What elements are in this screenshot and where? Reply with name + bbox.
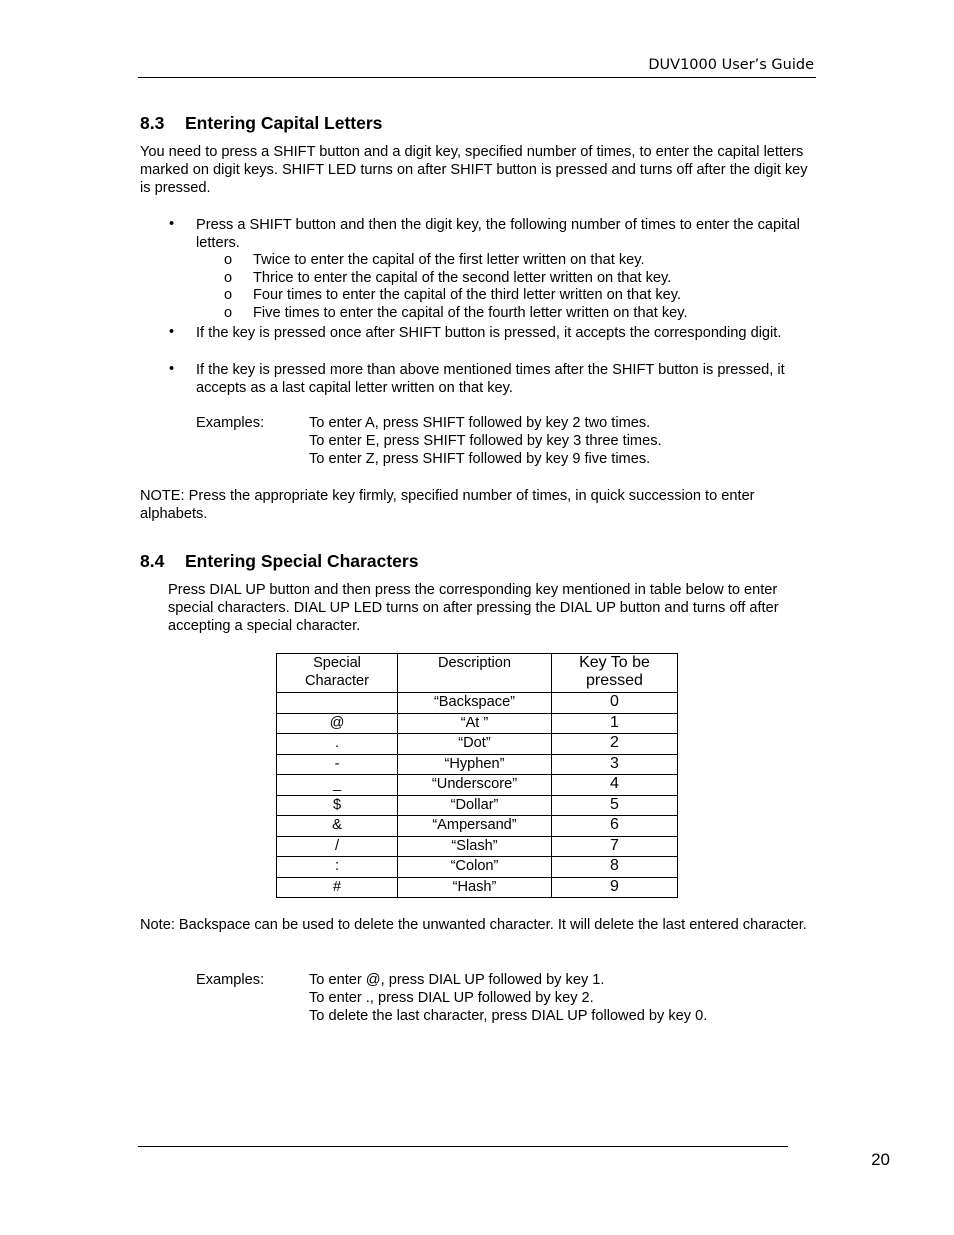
cell-char: -: [277, 754, 398, 775]
sub-bullet-marker: o: [224, 270, 233, 286]
cell-key: 6: [552, 816, 678, 837]
bullet-marker: •: [169, 216, 175, 232]
sub-item: Thrice to enter the capital of the second letter written on that key.: [253, 270, 672, 286]
example-line: To enter E, press SHIFT followed by key 3 three times.: [309, 433, 662, 449]
examples-label: Examples:: [196, 415, 265, 431]
cell-key: 4: [552, 775, 678, 796]
section-heading-8-4: [140, 551, 418, 572]
header-rule: [138, 77, 816, 78]
note-8-4: Note: Backspace can be used to delete the unwanted character. It will delete the last entered character.: [140, 917, 807, 933]
table-row: [277, 734, 678, 755]
bullet-item: If the key is pressed once after SHIFT button is pressed, it accepts the corresponding digit.: [196, 325, 782, 341]
running-header-title: DUV1000 User’s Guide: [648, 57, 814, 73]
section-heading-8-3: [140, 113, 382, 134]
sub-bullet-marker: o: [224, 305, 233, 321]
page-number: 20: [871, 1150, 890, 1169]
table-header-row: [277, 654, 678, 693]
cell-char: .: [277, 734, 398, 755]
cell-desc: “Backspace”: [398, 693, 552, 714]
cell-char: @: [277, 713, 398, 734]
bullet-marker: •: [169, 361, 175, 377]
sub-bullet-marker: o: [224, 287, 233, 303]
cell-char: [277, 693, 398, 714]
header-text: Special: [313, 655, 361, 671]
table-row: [277, 836, 678, 857]
bullet-item: If the key is pressed more than above mentioned times after the SHIFT button is pressed, it accepts as a last capital letter written on that key.: [196, 362, 785, 396]
examples-label: Examples:: [196, 972, 265, 988]
sub-item: Four times to enter the capital of the third letter written on that key.: [253, 287, 682, 303]
table-row: [277, 857, 678, 878]
sub-item: Five times to enter the capital of the fourth letter written on that key.: [253, 305, 688, 321]
header-description: Description: [398, 654, 552, 693]
section-title: Entering Special Characters: [185, 551, 419, 571]
cell-key: 1: [552, 713, 678, 734]
bullet-marker: •: [169, 324, 175, 340]
cell-key: 2: [552, 734, 678, 755]
cell-char: $: [277, 795, 398, 816]
example-line: To delete the last character, press DIAL UP followed by key 0.: [309, 1008, 708, 1024]
cell-key: 8: [552, 857, 678, 878]
example-line: To enter ., press DIAL UP followed by key 2.: [309, 990, 594, 1006]
header-text: Key To be: [579, 654, 650, 671]
bullet-item: Press a SHIFT button and then the digit key, the following number of times to enter the capital letters.: [196, 217, 800, 251]
cell-char: #: [277, 877, 398, 898]
example-line: To enter @, press DIAL UP followed by key 1.: [309, 972, 605, 988]
section-intro-8-4: Press DIAL UP button and then press the corresponding key mentioned in table below to enter special characters. DIAL UP LED turns on after pressing the DIAL UP button and turns off after accepting a special character.: [168, 582, 779, 634]
sub-item: Twice to enter the capital of the first letter written on that key.: [253, 252, 645, 268]
footer-rule: [138, 1146, 788, 1147]
cell-desc: “Dollar”: [398, 795, 552, 816]
cell-key: 9: [552, 877, 678, 898]
cell-key: 0: [552, 693, 678, 714]
cell-desc: “Ampersand”: [398, 816, 552, 837]
header-special-character: [277, 654, 398, 693]
cell-desc: “Hyphen”: [398, 754, 552, 775]
cell-desc: “At ”: [398, 713, 552, 734]
special-characters-table: [276, 653, 678, 898]
table-row: [277, 713, 678, 734]
section-number: 8.4: [140, 551, 165, 571]
cell-char: /: [277, 836, 398, 857]
note-8-3: NOTE: Press the appropriate key firmly, specified number of times, in quick succession to enter alphabets.: [140, 488, 755, 522]
cell-key: 3: [552, 754, 678, 775]
example-line: To enter Z, press SHIFT followed by key 9 five times.: [309, 451, 651, 467]
table-row: [277, 816, 678, 837]
table-row: [277, 754, 678, 775]
section-title: Entering Capital Letters: [185, 113, 383, 133]
cell-key: 5: [552, 795, 678, 816]
section-intro-8-3: You need to press a SHIFT button and a digit key, specified number of times, to enter the capital letters marked on digit keys. SHIFT LED turns on after SHIFT button is pressed and turns off after the digit key is pressed.: [140, 144, 808, 196]
cell-desc: “Colon”: [398, 857, 552, 878]
table-row: [277, 877, 678, 898]
header-text: pressed: [586, 672, 643, 689]
example-line: To enter A, press SHIFT followed by key 2 two times.: [309, 415, 651, 431]
section-number: 8.3: [140, 113, 165, 133]
header-key-to-be-pressed: [552, 654, 678, 693]
cell-char: :: [277, 857, 398, 878]
cell-desc: “Slash”: [398, 836, 552, 857]
cell-char: _: [277, 775, 398, 796]
cell-char: &: [277, 816, 398, 837]
header-text: Character: [304, 673, 370, 689]
cell-desc: “Dot”: [398, 734, 552, 755]
cell-desc: “Hash”: [398, 877, 552, 898]
table-row: [277, 795, 678, 816]
sub-bullet-marker: o: [224, 252, 233, 268]
table-row: [277, 693, 678, 714]
cell-desc: “Underscore”: [398, 775, 552, 796]
table-row: [277, 775, 678, 796]
cell-key: 7: [552, 836, 678, 857]
